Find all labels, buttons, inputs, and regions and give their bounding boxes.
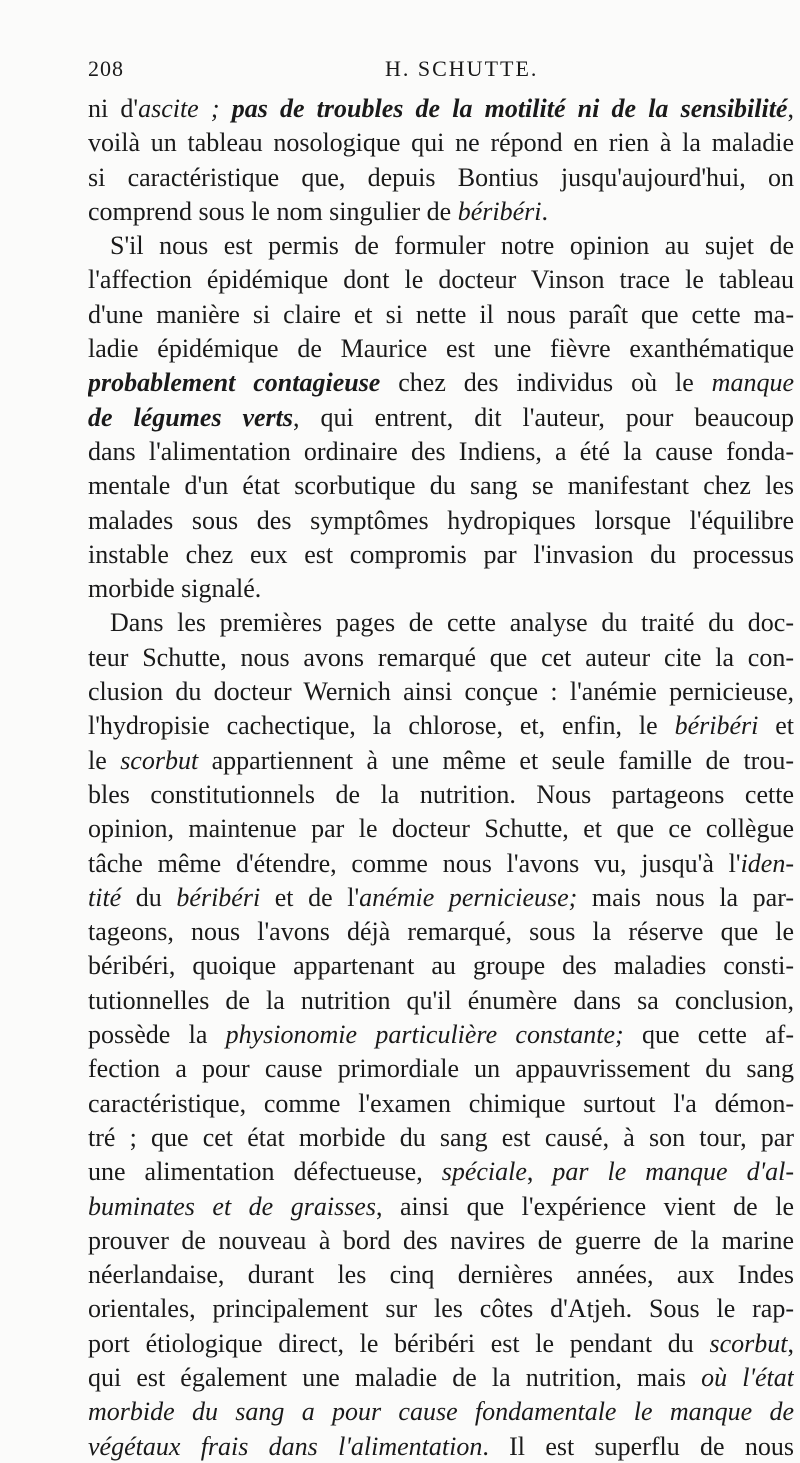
- text-segment: Dans les premières pages de cette analyse du traité du doc-: [110, 608, 794, 638]
- text-line: [88, 572, 794, 606]
- text-line: [88, 641, 794, 675]
- text-line: [88, 709, 794, 743]
- emphasis-segment: anémie pernicieuse;: [359, 882, 578, 912]
- text-line: [88, 126, 794, 160]
- text-segment: , ainsi que l'expérience vient de le: [375, 1191, 794, 1221]
- text-segment: fection a pour cause primordiale un appauvrissement du sang: [88, 1054, 794, 1084]
- text-segment: mais nous la par-: [577, 882, 794, 912]
- text-line: [88, 1292, 794, 1326]
- text-segment: et de l': [260, 882, 360, 912]
- running-header: [88, 56, 800, 86]
- text-segment: le: [88, 745, 121, 775]
- emphasis-segment: morbide du sang a pour cause fondamentale le manque de: [88, 1397, 794, 1427]
- text-line: [88, 298, 794, 332]
- text-segment: appartiennent à une même et seule famille de trou-: [198, 745, 794, 775]
- text-segment: ladie épidémique de Maurice est une fièvre exanthématique: [88, 334, 794, 364]
- text-segment: tutionnelles de la nutrition qu'il énumère dans sa conclusion,: [88, 985, 794, 1015]
- text-line: [88, 1361, 794, 1395]
- text-segment: chez des individus où le: [380, 368, 712, 398]
- text-line: [88, 675, 794, 709]
- emphasis-segment: iden-: [740, 848, 794, 878]
- text-segment: tageons, nous l'avons déjà remarqué, sous la réserve que le: [88, 917, 794, 947]
- text-line: [88, 161, 794, 195]
- text-line: [88, 1258, 794, 1292]
- text-line: [88, 1430, 794, 1463]
- text-segment: orientales, principalement sur les côtes d'Atjeh. Sous le rap-: [88, 1294, 794, 1324]
- text-line: [88, 778, 794, 812]
- text-segment: bles constitutionnels de la nutrition. Nous partageons cette: [88, 779, 794, 809]
- text-line: [88, 229, 794, 263]
- text-line: [88, 538, 794, 572]
- text-line: [88, 332, 794, 366]
- text-segment: néerlandaise, durant les cinq dernières années, aux Indes: [88, 1260, 794, 1290]
- emphasis-segment: spéciale: [441, 1157, 527, 1187]
- text-segment: ,: [787, 94, 794, 123]
- text-line: [88, 195, 794, 229]
- text-segment: mentale d'un état scorbutique du sang se manifestant chez les: [88, 471, 794, 501]
- text-line: [88, 949, 794, 983]
- text-segment: une alimentation défectueuse,: [88, 1157, 442, 1187]
- text-segment: tré ; que cet état morbide du sang est causé, à son tour, par: [88, 1122, 794, 1152]
- emphasis-segment: scorbut: [120, 745, 199, 775]
- text-segment: morbide signalé.: [88, 574, 262, 604]
- text-segment: ,: [787, 1328, 794, 1358]
- text-line: [88, 881, 794, 915]
- text-segment: que cette af-: [623, 1020, 794, 1050]
- text-line: [88, 1087, 794, 1121]
- text-segment: ni d': [88, 94, 139, 123]
- text-line: [88, 984, 794, 1018]
- text-segment: S'il nous est permis de formuler notre opinion au sujet de: [110, 231, 794, 261]
- page-number: 208: [88, 56, 124, 81]
- text-line: [88, 1395, 794, 1429]
- text-line: [88, 1224, 794, 1258]
- text-segment: ,: [526, 1157, 553, 1187]
- text-line: [88, 1155, 794, 1189]
- text-line: [88, 744, 794, 778]
- text-line: [88, 1121, 794, 1155]
- text-segment: .: [541, 196, 548, 226]
- text-line: [88, 469, 794, 503]
- text-segment: voilà un tableau nosologique qui ne répond en rien à la maladie: [88, 128, 794, 158]
- text-segment: instable chez eux est compromis par l'invasion du processus: [88, 539, 794, 569]
- text-line: [88, 606, 794, 640]
- text-segment: opinion, maintenue par le docteur Schutte, et que ce collègue: [88, 814, 794, 844]
- emphasis-segment: tité: [88, 882, 122, 912]
- text-line: [88, 1052, 794, 1086]
- text-line: [88, 915, 794, 949]
- text-segment: malades sous des symptômes hydropiques lorsque l'équilibre: [88, 505, 794, 535]
- emphasis-segment: manque: [711, 368, 794, 398]
- emphasis-segment: probablement contagieuse: [88, 368, 381, 398]
- emphasis-segment: végétaux frais dans l'alimentation: [88, 1431, 483, 1461]
- text-segment: caractéristique, comme l'examen chimique surtout l'a démon-: [88, 1088, 794, 1118]
- body-text: [88, 92, 794, 1463]
- text-segment: port étiologique direct, le béribéri est le pendant du: [88, 1328, 710, 1358]
- running-title: H. SCHUTTE.: [385, 56, 539, 81]
- emphasis-segment: pas de troubles de la motilité ni de la sensibilité: [231, 94, 788, 123]
- text-segment: du: [121, 882, 177, 912]
- emphasis-segment: béribéri: [674, 711, 759, 741]
- text-segment: béribéri, quoique appartenant au groupe des maladies consti-: [88, 951, 794, 981]
- text-segment: dans l'alimentation ordinaire des Indiens, a été la cause fonda-: [88, 436, 794, 466]
- text-segment: . Il est superflu de nous: [482, 1431, 794, 1461]
- text-segment: l'hydropisie cachectique, la chlorose, et, enfin, le: [88, 711, 675, 741]
- emphasis-segment: de légumes verts: [88, 402, 294, 432]
- emphasis-segment: scorbut: [709, 1328, 788, 1358]
- text-line: [88, 435, 794, 469]
- text-line: [88, 847, 794, 881]
- emphasis-segment: où l'état: [701, 1362, 794, 1392]
- text-line: [88, 812, 794, 846]
- text-line: [88, 1018, 794, 1052]
- text-line: [88, 401, 794, 435]
- text-segment: possède la: [88, 1020, 226, 1050]
- text-segment: comprend sous le nom singulier de: [88, 196, 458, 226]
- text-segment: d'une manière si claire et si nette il nous paraît que cette ma-: [88, 299, 794, 329]
- text-line: [88, 1190, 794, 1224]
- text-line: [88, 1327, 794, 1361]
- emphasis-segment: par le manque d'al-: [552, 1157, 794, 1187]
- text-segment: l'affection épidémique dont le docteur Vinson trace le tableau: [88, 265, 794, 295]
- emphasis-segment: physionomie particulière constante;: [225, 1020, 624, 1050]
- text-line: [88, 366, 794, 400]
- text-line: [88, 263, 794, 297]
- text-segment: qui est également une maladie de la nutrition, mais: [88, 1362, 702, 1392]
- emphasis-segment: béribéri: [176, 882, 261, 912]
- text-segment: prouver de nouveau à bord des navires de guerre de la marine: [88, 1225, 794, 1255]
- text-line: [88, 504, 794, 538]
- text-segment: tâche même d'étendre, comme nous l'avons vu, jusqu'à l': [88, 848, 741, 878]
- text-segment: clusion du docteur Wernich ainsi conçue : l'anémie pernicieuse,: [88, 677, 794, 707]
- text-segment: teur Schutte, nous avons remarqué que cet auteur cite la con-: [88, 642, 794, 672]
- emphasis-segment: béribéri: [457, 196, 542, 226]
- emphasis-segment: buminates et de graisses: [88, 1191, 376, 1221]
- text-segment: si caractéristique que, depuis Bontius jusqu'aujourd'hui, on: [88, 162, 794, 192]
- text-segment: et: [758, 711, 794, 741]
- text-line: [88, 92, 794, 126]
- text-segment: , qui entrent, dit l'auteur, pour beaucoup: [293, 402, 794, 432]
- emphasis-segment: ascite ;: [138, 94, 232, 123]
